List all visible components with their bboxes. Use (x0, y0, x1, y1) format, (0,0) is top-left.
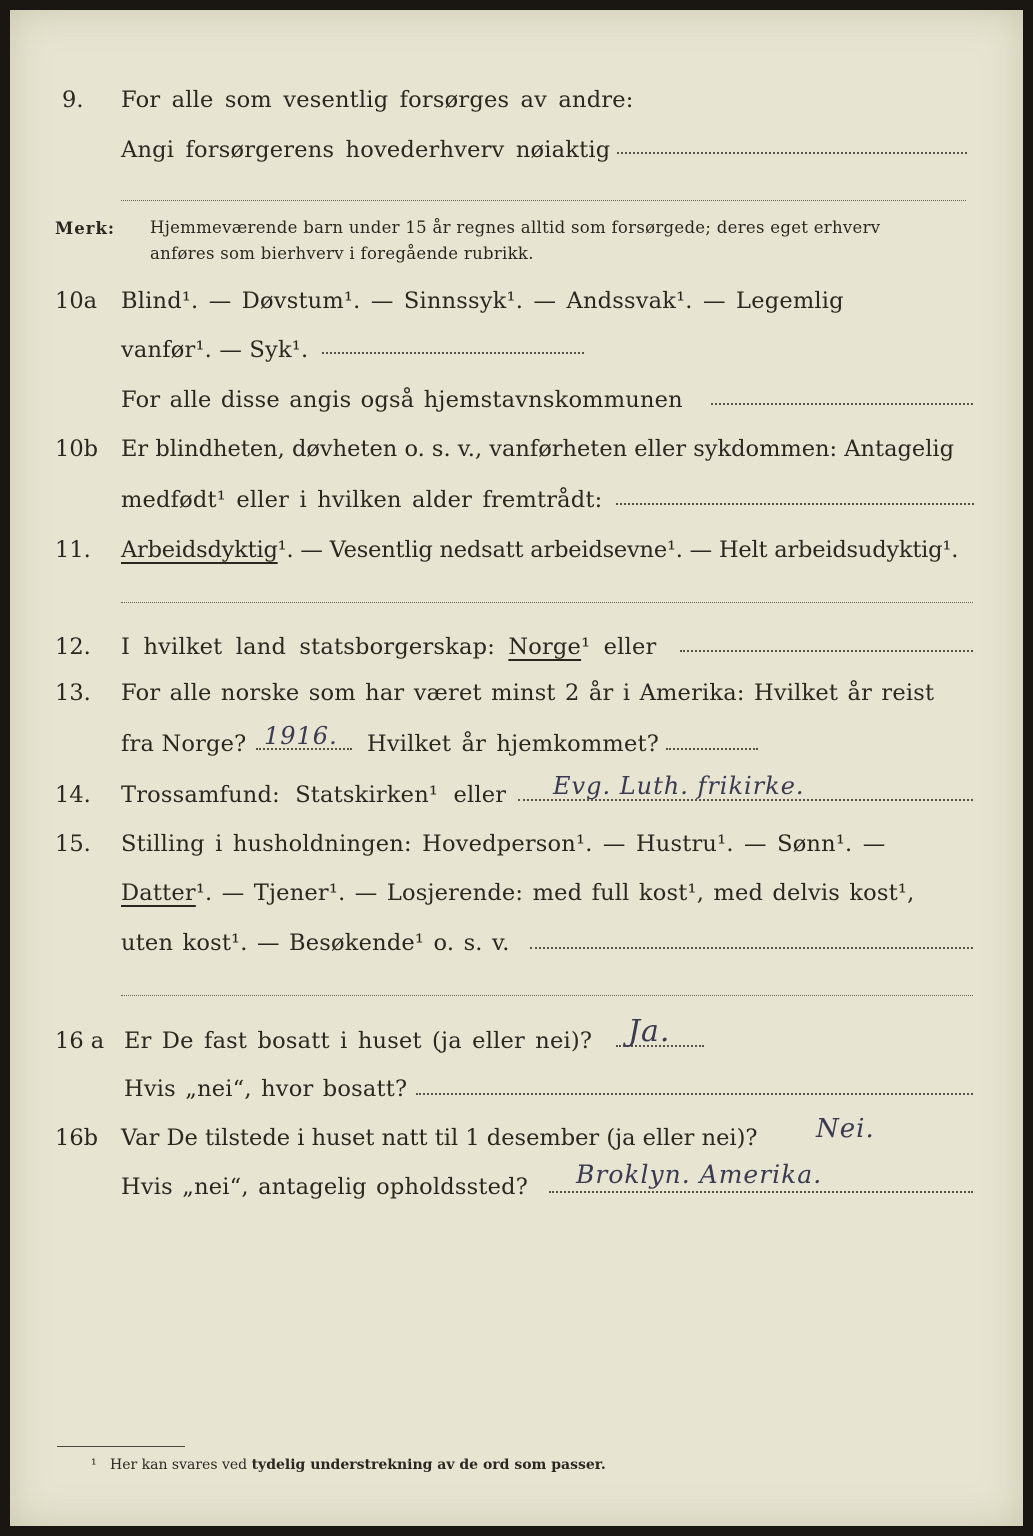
q12-underlined-choice: Norge (508, 634, 582, 660)
census-form-page (10, 10, 1023, 1526)
q9-line1: For alle som vesentlig forsørges av andre: (121, 87, 634, 113)
q12-before: I hvilket land statsborgerskap: (121, 634, 495, 660)
q10a-line3: For alle disse angis også hjemstavnskommunen (121, 387, 683, 413)
footnote-mark: ¹ (91, 1457, 97, 1473)
q10b-answer-line[interactable] (616, 503, 974, 505)
q14-text: Trossamfund: Statskirken¹ eller (121, 782, 507, 808)
q11-text (121, 537, 958, 563)
q13-line1: For alle norske som har været minst 2 år i Amerika: Hvilket år reist (121, 680, 935, 706)
q14-number: 14. (55, 782, 91, 808)
footnote-bold: tydelig understrekning av de ord som passer. (251, 1457, 606, 1473)
q12-after: ¹ eller (581, 634, 657, 660)
q10a-line1: Blind¹. — Døvstum¹. — Sinnssyk¹. — Andssvak¹. — Legemlig (121, 288, 844, 314)
q13-handwritten-year: 1916. (264, 722, 338, 750)
q15-answer-line[interactable] (530, 947, 973, 949)
q15-line2 (121, 880, 915, 906)
q15-underlined-choice: Datter (121, 880, 196, 906)
q12-text (121, 634, 656, 660)
q16b-answer-line[interactable] (549, 1191, 973, 1193)
q16a-number: 16 a (55, 1028, 105, 1054)
q10b-line1: Er blindheten, døvheten o. s. v., vanførheten eller sykdommen: Antagelig (121, 436, 954, 462)
q9-line2: Angi forsørgerens hovederhverv nøiaktig (121, 137, 611, 163)
merk-label: Merk: (55, 219, 115, 238)
q16b-line2: Hvis „nei“, antagelig opholdssted? (121, 1174, 529, 1200)
q15-line3: uten kost¹. — Besøkende¹ o. s. v. (121, 930, 510, 956)
q12-number: 12. (55, 634, 91, 660)
q13-line2a: fra Norge? (121, 731, 247, 757)
q10b-line2: medfødt¹ eller i hvilken alder fremtrådt: (121, 487, 603, 513)
q9-answer-line[interactable] (617, 152, 967, 154)
q11-number: 11. (55, 537, 91, 563)
q10a-line2: vanfør¹. — Syk¹. (121, 337, 309, 363)
footnote-rule (57, 1446, 185, 1447)
q13-returned-line[interactable] (666, 748, 758, 750)
q16a-where-line[interactable] (416, 1093, 973, 1095)
q13-line2b: Hvilket år hjemkommet? (367, 731, 659, 757)
q15-number: 15. (55, 831, 91, 857)
merk-line2: anføres som bierhverv i foregående rubrikk. (150, 244, 534, 263)
q16b-number: 16b (55, 1125, 99, 1151)
q11-rest: ¹. — Vesentlig nedsatt arbeidsevne¹. — Helt arbeidsudyktig¹. (277, 537, 959, 563)
q16a-line2: Hvis „nei“, hvor bosatt? (124, 1076, 408, 1102)
q16a-handwritten-answer: Ja. (628, 1014, 671, 1049)
q10a-number: 10a (55, 288, 98, 314)
q16b-line1: Var De tilstede i huset natt til 1 desember (ja eller nei)? (121, 1125, 758, 1151)
q10a-kommune-line[interactable] (711, 403, 973, 405)
q9-number: 9. (62, 87, 84, 113)
q9-blank-line[interactable] (121, 200, 966, 201)
q16b-handwritten-answer2: Broklyn. Amerika. (576, 1160, 823, 1189)
q16b-handwritten-answer1: Nei. (816, 1114, 875, 1144)
footnote (91, 1457, 606, 1473)
q10a-syk-line[interactable] (322, 352, 584, 354)
q14-handwritten-answer: Evg. Luth. frikirke. (553, 772, 805, 800)
q12-answer-line[interactable] (680, 650, 973, 652)
q11-underlined-choice: Arbeidsdyktig (121, 537, 278, 563)
q11-blank-line[interactable] (121, 602, 973, 603)
q15-line1: Stilling i husholdningen: Hovedperson¹. — Hustru¹. — Sønn¹. — (121, 831, 886, 857)
merk-line1: Hjemmeværende barn under 15 år regnes alltid som forsørgede; deres eget erhverv (150, 218, 881, 237)
q15-blank-line[interactable] (121, 995, 973, 996)
q15-line2-rest: ¹. — Tjener¹. — Losjerende: med full kost¹, med delvis kost¹, (195, 880, 915, 906)
q10b-number: 10b (55, 436, 99, 462)
q13-number: 13. (55, 680, 91, 706)
q16a-line1: Er De fast bosatt i huset (ja eller nei)? (124, 1028, 593, 1054)
footnote-pre: Her kan svares ved (109, 1457, 248, 1473)
